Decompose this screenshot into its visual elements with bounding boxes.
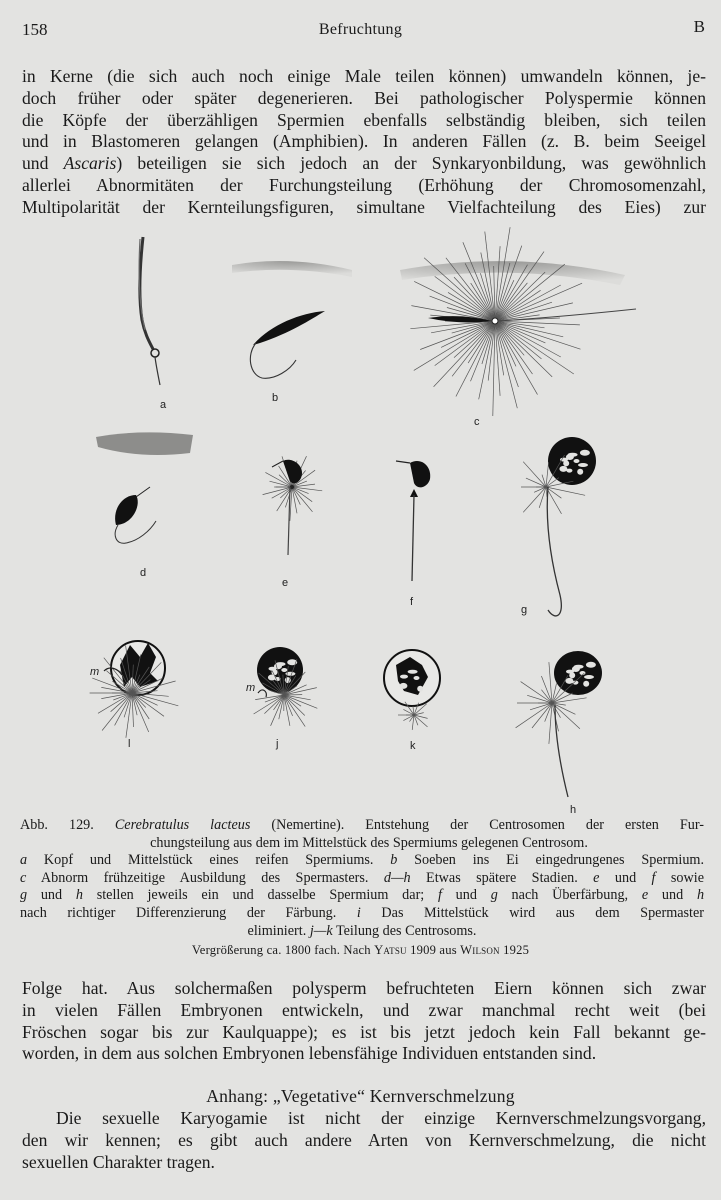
chromatin-blob: [417, 686, 423, 692]
label-m-i: m: [90, 666, 100, 678]
caption-text: Abnorm frühzeitige Ausbildung des Spermasters.: [26, 869, 384, 886]
caption-text: Soeben ins Ei eingedrungenes Spermium.: [397, 852, 704, 869]
label-j: j: [276, 738, 279, 750]
caption-text: nach richtiger Differenzierung der Färbung.: [20, 904, 357, 921]
panel-ref: a: [20, 852, 28, 869]
panel-c-spermaster: [400, 227, 636, 416]
text-line: worden, in dem aus solchen Embryonen lebensfähige Individuen entstanden sind.: [22, 1043, 597, 1064]
author-name: Wilson: [460, 943, 500, 957]
caption-text: und: [27, 887, 76, 904]
chromatin-blob: [584, 675, 594, 679]
caption-text: nach Überfärbung,: [497, 887, 642, 904]
aster-ray: [495, 227, 510, 321]
label-i: l: [128, 738, 131, 750]
aster-ray: [292, 487, 297, 513]
caption-text: Etwas spätere Stadien.: [410, 869, 594, 886]
text-line: sexuellen Charakter tragen.: [22, 1151, 215, 1172]
caption-line: [20, 905, 704, 923]
aster-ray: [414, 281, 495, 321]
chromatin-blob: [569, 672, 575, 678]
chromatin-blob: [281, 668, 287, 672]
caption-text: Kopf und Mittelstück eines reifen Spermiums.: [27, 852, 391, 869]
running-title: Befruchtung: [318, 21, 403, 38]
text-line: und in Blastomeren gelangen (Amphibien). In anderen Fällen (z. B. beim Seeigel: [22, 131, 706, 152]
credit-text: Vergrößerung ca. 1800 fach. Nach: [191, 943, 375, 957]
figure-number: Abb. 129.: [20, 817, 94, 833]
panel-ref: e: [593, 869, 600, 886]
panel-j-nucleus: [254, 647, 318, 727]
page-number: 158: [22, 20, 48, 39]
aster-ray: [527, 695, 552, 703]
text-line: in vielen Fällen Embryonen entwickeln, und zwar manchmal recht weit (bei: [22, 999, 706, 1020]
label-e: e: [282, 577, 289, 589]
aster-ray: [532, 703, 552, 728]
aster-ray: [495, 321, 561, 357]
text-line: doch früher oder später degenerieren. Bei pathologischer Polyspermie können: [22, 87, 706, 108]
credit-text: 1909 aus: [406, 943, 461, 957]
text-line: Multipolarität der Kernteilungsfiguren, simultane Vielfachteilung des Eies) zur: [22, 196, 706, 217]
panel-ref: j—k: [309, 922, 333, 939]
paragraph-after-figure: [22, 978, 706, 1065]
chromatin-blob: [563, 460, 569, 466]
paragraph-appendix: [22, 1108, 706, 1173]
aster-ray: [526, 478, 546, 487]
aster-ray: [530, 703, 552, 710]
signature-mark: B: [693, 17, 705, 36]
aster-ray: [495, 285, 561, 321]
label-f: f: [410, 596, 414, 608]
caption-line: [20, 870, 704, 888]
panel-i-nucleus: [90, 641, 179, 738]
aster-ray: [495, 321, 538, 395]
aster-ray: [523, 462, 546, 487]
text-line: allerlei Abnormitäten der Furchungsteilung (Erhöhung der Chromosomenzahl,: [22, 174, 706, 195]
panel-ref: b: [390, 852, 398, 869]
text-fragment: ) beteiligen sie sich jedoch an der Synkaryonbildung, was gewöhnlich: [116, 153, 706, 174]
aster-ray: [523, 487, 546, 512]
caption-line: chungsteilung aus dem im Mittelstück des Spermiums gelegenen Centrosom.: [150, 834, 588, 851]
chromatin-blob: [559, 466, 567, 472]
chromatin-blob: [580, 450, 590, 456]
chromatin-blob: [274, 663, 282, 669]
panel-ref: h: [696, 887, 705, 904]
panel-ref: c: [20, 869, 27, 886]
aster-ray: [254, 695, 284, 714]
caption-text: stellen jeweils ein und dasselbe Spermium dar;: [82, 887, 438, 904]
aster-ray: [521, 682, 552, 703]
caption-text: (Nemertine). Entstehung der Centrosomen der ersten Fur-: [271, 817, 705, 833]
caption-line: [20, 887, 704, 905]
panel-d-sperm: [96, 432, 193, 543]
panel-ref: g: [20, 887, 28, 904]
text-line: in Kerne (die sich auch noch einige Male teilen können) umwandeln können, je-: [22, 66, 706, 86]
panel-ref: f: [437, 887, 442, 904]
chromatin-blob: [583, 681, 589, 687]
text-line: Die sexuelle Karyogamie ist nicht der einzige Kernverschmelzungsvorgang,: [56, 1108, 706, 1128]
chromatin-blob: [565, 678, 573, 684]
caption-text: Teilung des Centrosoms.: [332, 922, 477, 939]
chromatin-blob: [572, 666, 580, 672]
text-line: die Köpfe der überzähligen Spermien ebenfalls selbständig bleiben, sich teilen: [22, 109, 706, 130]
caption-text: eliminiert.: [247, 922, 310, 939]
panel-g-nucleus: [521, 437, 596, 616]
caption-text: Das Mittelstück wird aus dem Spermaster: [360, 904, 705, 921]
caption-line: [20, 852, 704, 870]
panel-e-sperm: [263, 456, 323, 555]
panel-ref: e: [641, 887, 649, 904]
aster-ray: [495, 321, 581, 349]
text-line: Fröschen sogar bis zur Kaulquappe); es ist bis jetzt jedoch kein Fall bekannt ge-: [22, 1021, 706, 1042]
panel-h-nucleus: [516, 651, 602, 797]
text-fragment: und: [22, 153, 49, 174]
italic-term: Ascaris: [63, 153, 117, 174]
panel-ref: g: [490, 887, 498, 904]
caption-line: [20, 923, 704, 941]
panel-b-sperm-in-egg: [232, 261, 352, 378]
label-g: g: [521, 604, 528, 616]
text-line: Folge hat. Aus solchermaßen polysperm befruchteten Eiern können sich zwar: [22, 978, 706, 998]
panel-k-nucleus: [384, 650, 440, 730]
figure-drawing: [0, 225, 721, 815]
aster-ray: [479, 321, 495, 399]
panel-ref: f: [651, 869, 656, 886]
chromatin-blob: [566, 454, 574, 460]
aster-ray: [516, 703, 552, 728]
figure-illustration: [0, 225, 721, 815]
caption-text: und: [599, 869, 652, 886]
credit-text: 1925: [499, 943, 530, 957]
panel-a-sperm: [139, 237, 160, 385]
chromatin-blob: [586, 662, 596, 668]
chromatin-blob: [399, 683, 407, 689]
aster-ray: [271, 695, 284, 726]
aster-ray: [539, 487, 546, 508]
label-m-j: m: [246, 682, 256, 694]
paragraph-top: [22, 66, 706, 219]
label-k: k: [410, 740, 416, 752]
chromatin-blob: [414, 676, 420, 680]
caption-line: [20, 817, 704, 835]
section-heading: Anhang: „Vegetative“ Kernverschmelzung: [206, 1086, 515, 1106]
chromatin-blob: [408, 670, 418, 674]
author-name: Yatsu: [374, 943, 407, 957]
aster-ray: [456, 321, 495, 397]
aster-ray: [552, 684, 557, 704]
caption-text: und: [441, 887, 491, 904]
panel-f-sperm: [396, 461, 430, 581]
chromatin-blob: [577, 469, 583, 475]
caption-text: und: [648, 887, 697, 904]
label-h: h: [570, 804, 577, 815]
panel-ref: i: [356, 904, 361, 921]
label-c: c: [474, 416, 480, 428]
label-a: a: [160, 399, 167, 411]
chromatin-blob: [272, 669, 278, 675]
aster-ray: [495, 272, 545, 321]
chromatin-blob: [400, 675, 408, 679]
chromatin-blob: [566, 469, 572, 473]
figure-credit: [0, 943, 721, 958]
species-name: Cerebratulus lacteus: [114, 817, 251, 833]
panel-ref: d—h: [383, 869, 411, 886]
chromatin-blob: [578, 463, 588, 467]
label-b: b: [272, 392, 279, 404]
text-line: [22, 153, 706, 175]
chromatin-blob: [574, 459, 580, 463]
label-d: d: [140, 567, 147, 579]
text-line: den wir kennen; es gibt auch andere Arten von Kernverschmelzung, die nicht: [22, 1129, 706, 1150]
caption-text: sowie: [655, 869, 704, 886]
aster-ray: [495, 321, 552, 377]
panel-ref: h: [75, 887, 83, 904]
figure-caption: [20, 817, 704, 940]
